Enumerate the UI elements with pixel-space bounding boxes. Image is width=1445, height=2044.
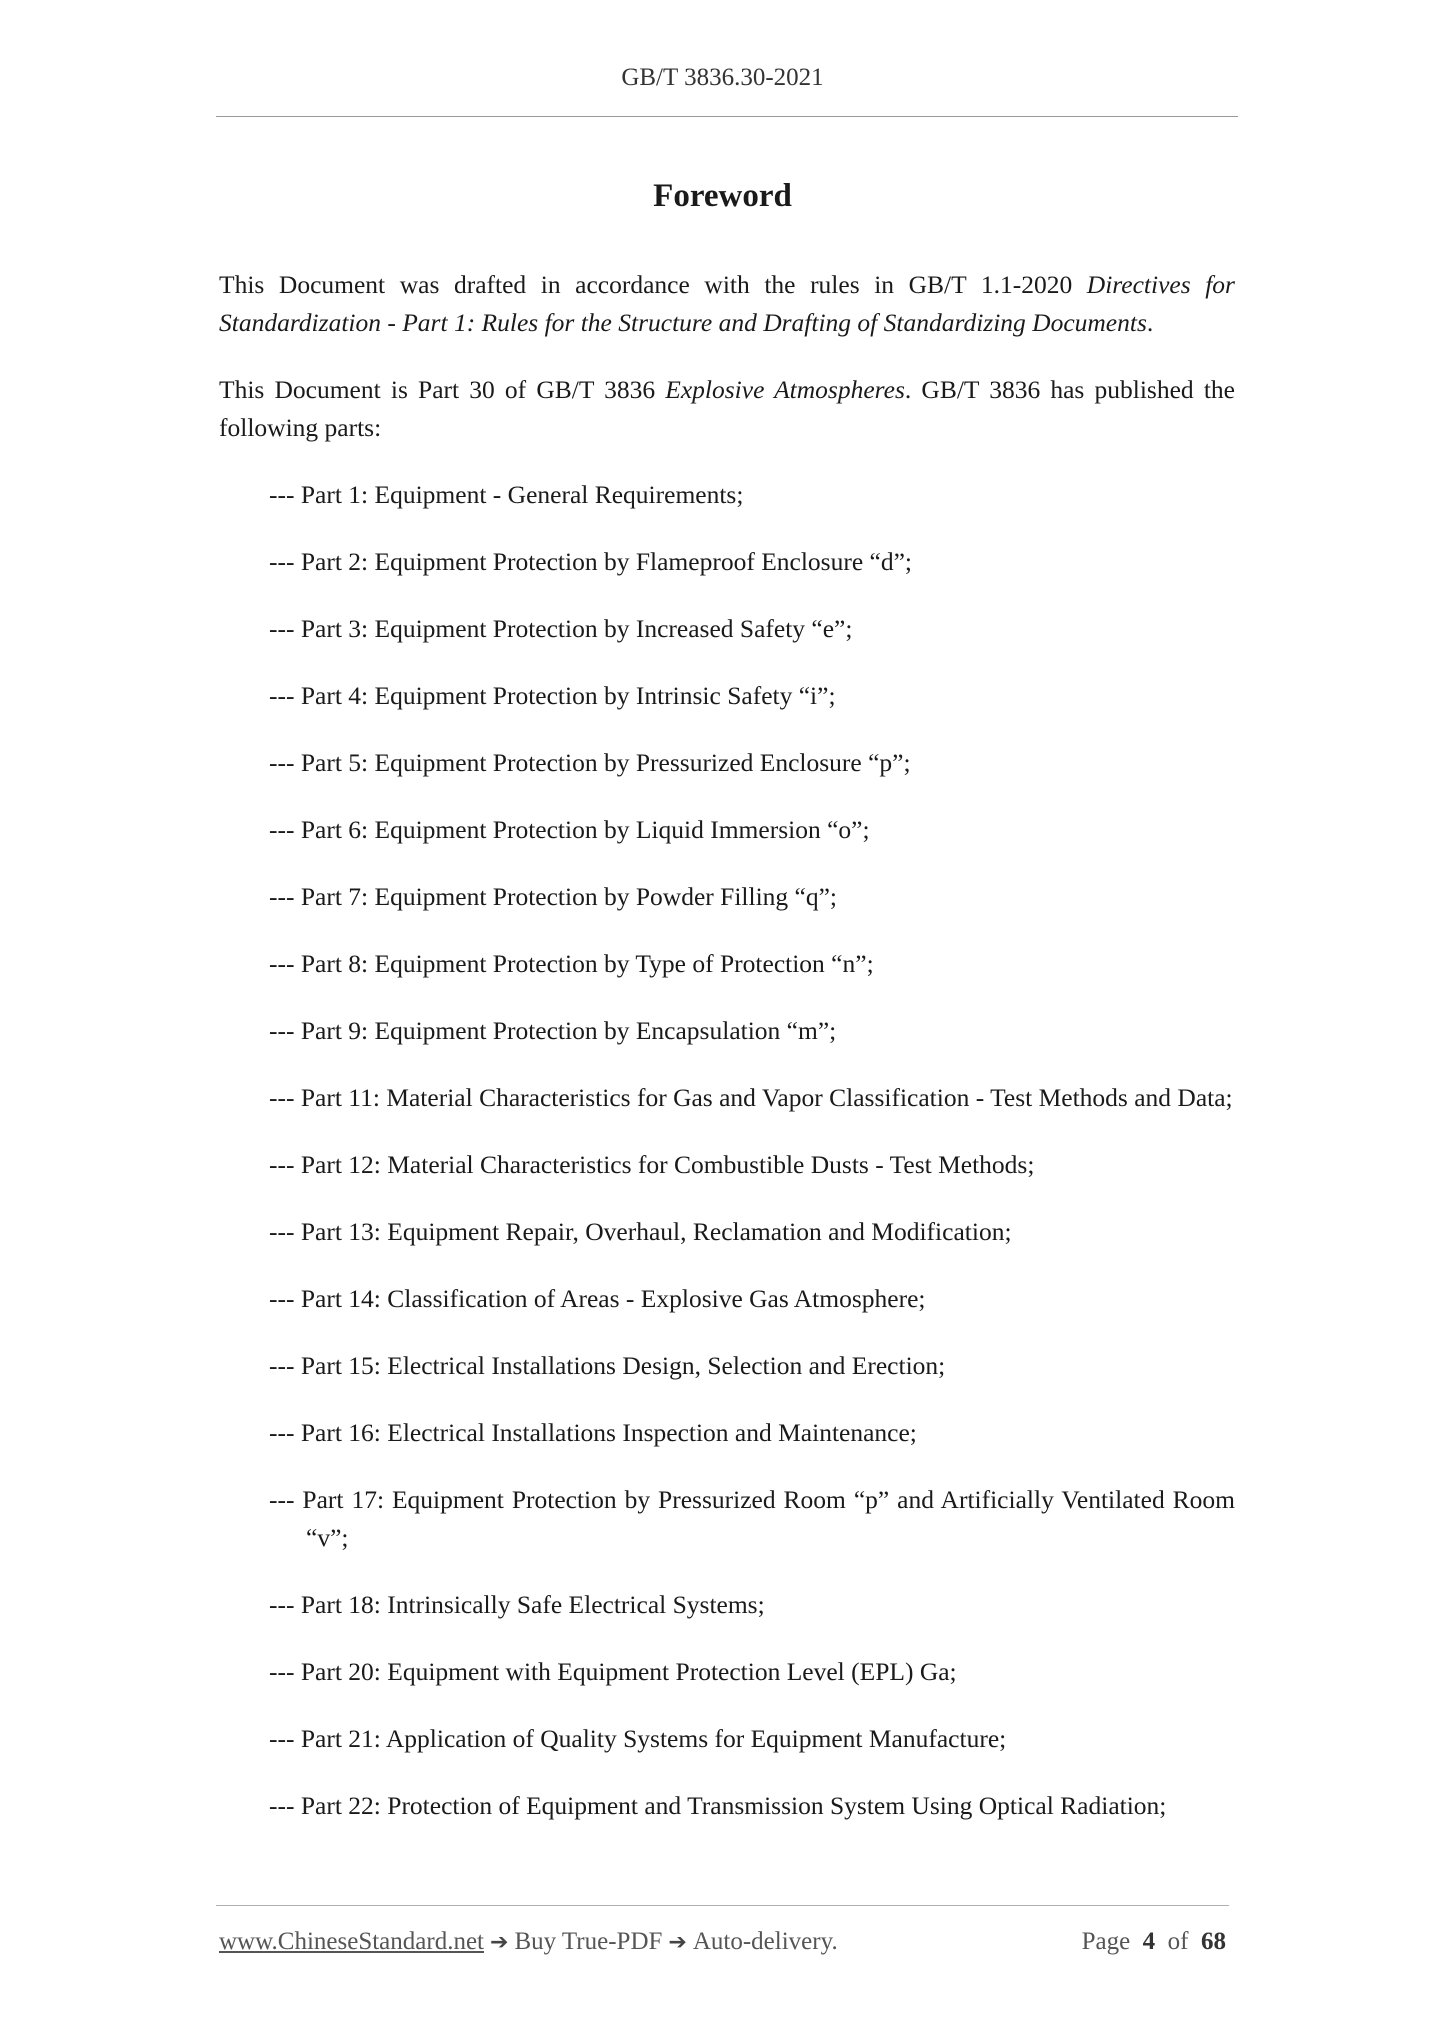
arrow-right-icon: ➔ [668, 1930, 687, 1955]
footer-promo [219, 1928, 838, 1956]
list-item: --- Part 14: Classification of Areas - Explosive Gas Atmosphere; [269, 1284, 926, 1313]
paragraph-drafting-rules [219, 266, 1235, 342]
list-item: --- Part 15: Electrical Installations Design, Selection and Erection; [269, 1351, 946, 1380]
list-item: --- Part 16: Electrical Installations Inspection and Maintenance; [269, 1418, 917, 1447]
list-item: --- Part 13: Equipment Repair, Overhaul, Reclamation and Modification; [269, 1217, 1012, 1246]
paragraph-part-30-text: This Document is Part 30 of GB/T 3836 [219, 375, 666, 404]
list-item: --- Part 1: Equipment - General Requirements; [269, 480, 744, 509]
of-label: of [1167, 1928, 1189, 1955]
paragraph-drafting-rules-end: . [1146, 308, 1154, 337]
list-item: --- Part 12: Material Characteristics for Combustible Dusts - Test Methods; [269, 1150, 1035, 1179]
list-item: --- Part 7: Equipment Protection by Powder Filling “q”; [269, 882, 837, 911]
page-current: 4 [1142, 1928, 1156, 1955]
list-item: --- Part 2: Equipment Protection by Flameproof Enclosure “d”; [269, 547, 913, 576]
list-item: --- Part 21: Application of Quality Systems for Equipment Manufacture; [269, 1724, 1007, 1753]
paragraph-part-30-end: . GB/T 3836 has published the following parts: [219, 375, 1235, 442]
list-item: --- Part 22: Protection of Equipment and Transmission System Using Optical Radiation; [269, 1791, 1167, 1820]
header-divider [216, 116, 1238, 117]
paragraph-part-30 [219, 371, 1235, 447]
list-item: --- Part 5: Equipment Protection by Pressurized Enclosure “p”; [269, 748, 911, 777]
footer-divider [216, 1905, 1229, 1906]
page-number [1082, 1928, 1226, 1956]
buy-true-pdf-text: Buy True-PDF [514, 1928, 663, 1955]
list-item: --- Part 9: Equipment Protection by Encapsulation “m”; [269, 1016, 837, 1045]
list-item: --- Part 20: Equipment with Equipment Protection Level (EPL) Ga; [269, 1657, 957, 1686]
page-label: Page [1081, 1928, 1131, 1955]
arrow-right-icon: ➔ [490, 1930, 509, 1955]
list-item: --- Part 3: Equipment Protection by Increased Safety “e”; [269, 614, 853, 643]
paragraph-drafting-rules-italic: Directives for Standardization - Part 1: Rules for the Structure and Drafting of Standardizing Documents [219, 270, 1235, 337]
header-doc-code: GB/T 3836.30-2021 [621, 64, 824, 91]
list-item: --- Part 11: Material Characteristics for Gas and Vapor Classification - Test Methods and Data; [269, 1083, 1233, 1112]
list-item: --- Part 4: Equipment Protection by Intrinsic Safety “i”; [269, 681, 836, 710]
list-item: --- Part 8: Equipment Protection by Type of Protection “n”; [269, 949, 874, 978]
paragraph-part-30-italic: Explosive Atmospheres [665, 375, 905, 404]
list-item: --- Part 17: Equipment Protection by Pressurized Room “p” and Artificially Ventilated Room “v”; [269, 1485, 1235, 1552]
foreword-body [219, 266, 1235, 1854]
auto-delivery-text: Auto-delivery. [692, 1928, 838, 1955]
published-parts-list [219, 476, 1235, 1825]
list-item: --- Part 18: Intrinsically Safe Electrical Systems; [269, 1590, 765, 1619]
list-item: --- Part 6: Equipment Protection by Liquid Immersion “o”; [269, 815, 870, 844]
paragraph-drafting-rules-text: This Document was drafted in accordance with the rules in GB/T 1.1-2020 [219, 270, 1087, 299]
page-footer [219, 1928, 1229, 1962]
website-link[interactable]: www.ChineseStandard.net [219, 1928, 484, 1955]
page-total: 68 [1201, 1928, 1226, 1955]
page-title: Foreword [653, 178, 792, 214]
